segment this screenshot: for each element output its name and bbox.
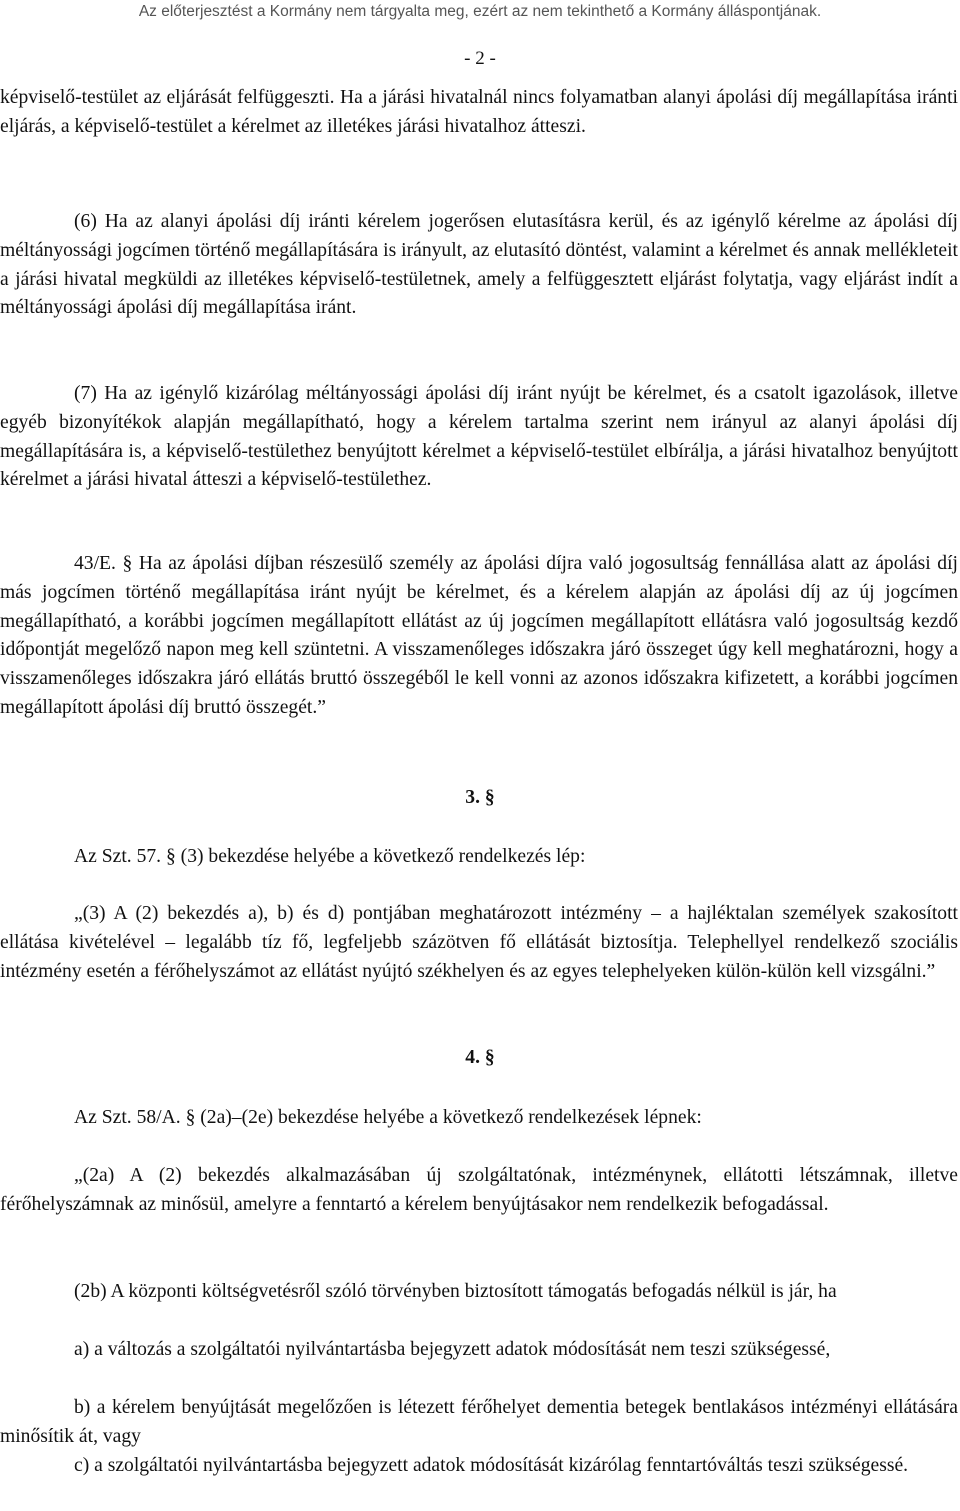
page-number: - 2 - [464,48,496,69]
paragraph-2a: „(2a) A (2) bekezdés alkalmazásában új szolgáltatónak, intézménynek, ellátotti létszámnak, illetve férőhelyszámnak az minősül, amelyre a fenntartó a kérelem benyújtásakor nem rendelkezik befogadással. [0,1165,958,1215]
section-3-text: „(3) A (2) bekezdés a), b) és d) pontjában meghatározott intézmény – a hajléktalan személyek szakosított ellátása kivételével – legalább tíz fő, legfeljebb százötven fő ellátását biztosítja. Telephellyel rendelkező szociális intézmény esetén a férőhelyszámot az ellátást nyújtó székhelyen és az egyes telephelyeken külön-külön kell vizsgálni.” [0,903,958,982]
paragraph-43e: 43/E. § Ha az ápolási díjban részesülő személy az ápolási díjra való jogosultság fennállása alatt az ápolási díj más jogcímen történő megállapítása iránt nyújt be kérelmet, és a kérelem alapján az ápolási díj az új jogcímen megállapítható, a korábbi jogcímen megállapított ellátást az új jogcímen megállapított ellátásra való jogosultság kezdő időpontját megelőző napon meg kell szüntetni. A visszamenőleges időszakra járó összeget úgy kell meghatározni, hogy a visszamenőleges időszakra járó ellátás bruttó összegéből le kell vonni az azonos időszakra kifizetett, a korábbi jogcímen megállapított ápolási díj bruttó összegét.” [0,553,958,718]
disclaimer-header: Az előterjesztést a Kormány nem tárgyalta meg, ezért az nem tekinthető a Kormány álláspontjának. [138,3,822,20]
section-4-heading: 4. § [465,1047,495,1068]
paragraph-2b-b: b) a kérelem benyújtását megelőzően is létezett férőhelyet dementia betegek bentlakásos intézményi ellátására minősítik át, vagy [0,1397,958,1447]
paragraph-2b-a: a) a változás a szolgáltatói nyilvántartásba bejegyzett adatok módosítását nem teszi szükségessé, [74,1339,831,1360]
paragraph-2b-c: c) a szolgáltatói nyilvántartásba bejegyzett adatok módosítását kizárólag fenntartóváltás teszi szükségessé. [74,1455,909,1476]
paragraph-6: (6) Ha az alanyi ápolási díj iránti kérelem jogerősen elutasításra kerül, és az igénylő kérelme az ápolási díj méltányossági jogcímen történő megállapítására is irányult, az elutasító döntést, valamint a kérelmet és annak mellékleteit a járási hivatal megküldi az illetékes képviselő-testületnek, amely a felfüggesztett eljárást folytatja, vagy eljárást indít a méltányossági ápolási díj megállapítása iránt. [0,211,958,319]
section-4-intro: Az Szt. 58/A. § (2a)–(2e) bekezdése helyébe a következő rendelkezések lépnek: [74,1107,702,1128]
section-3-intro: Az Szt. 57. § (3) bekezdése helyébe a következő rendelkezés lép: [74,846,586,867]
paragraph-continuation: képviselő-testület az eljárását felfüggeszti. Ha a járási hivatalnál nincs folyamatban alanyi ápolási díj megállapítása iránti eljárás, a képviselő-testület a kérelmet az illetékes járási hivatalhoz átteszi. [0,87,958,137]
paragraph-7: (7) Ha az igénylő kizárólag méltányossági ápolási díj iránt nyújt be kérelmet, és a csatolt igazolások, illetve egyéb bizonyítékok alapján megállapítható, hogy a kérelem tartalma szerint nem irányul az alanyi ápolási díj megállapítására is, a képviselő-testülethez benyújtott kérelmet a képviselő-testület elbírálja, a járási hivatalhoz benyújtott kérelmet a járási hivatal átteszi a képviselő-testülethez. [0,383,958,491]
paragraph-2b: (2b) A központi költségvetésről szóló törvényben biztosított támogatás befogadás nélkül is jár, ha [74,1281,837,1302]
section-3-heading: 3. § [465,787,495,808]
